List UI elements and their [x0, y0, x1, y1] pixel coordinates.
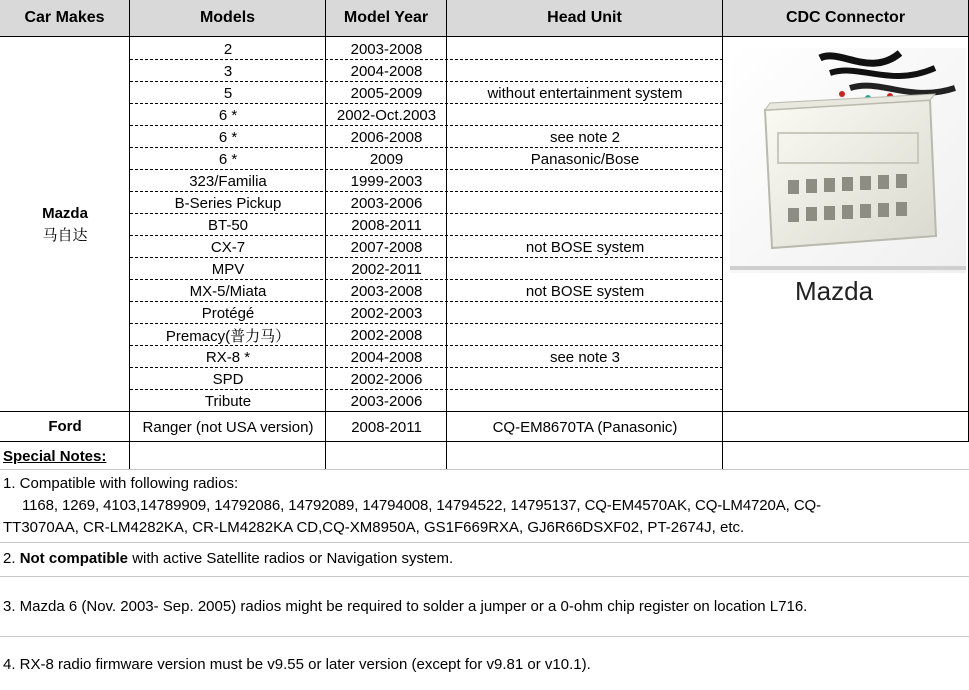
header-car-makes: Car Makes — [0, 0, 130, 37]
special-notes-title: Special Notes: — [3, 448, 107, 465]
mazda-model-year: 2003-2006 — [350, 392, 423, 410]
mazda-model-year: 1999-2003 — [350, 172, 423, 190]
mazda-model: 6 * — [218, 128, 238, 146]
mazda-head-unit: not BOSE system — [525, 282, 645, 300]
mazda-model-year: 2002-2011 — [351, 260, 422, 278]
mazda-model: 6 * — [218, 106, 238, 124]
mazda-head-unit — [447, 104, 723, 126]
mazda-model: 2 — [223, 40, 233, 58]
mazda-model-year: 2008-2011 — [351, 216, 422, 234]
mazda-model: RX-8 * — [205, 348, 251, 366]
mazda-model: MPV — [211, 260, 245, 278]
mazda-model-year: 2006-2008 — [350, 128, 423, 146]
separator — [0, 441, 969, 442]
mazda-model: B-Series Pickup — [174, 194, 282, 212]
note-4: 4. RX-8 radio firmware version must be v9.55 or later version (except for v9.81 or v10.1). — [3, 656, 591, 673]
mazda-model-year: 2004-2008 — [350, 348, 423, 366]
mazda-head-unit: without entertainment system — [487, 84, 683, 102]
mazda-model-year: 2007-2008 — [350, 238, 423, 256]
mazda-head-unit — [447, 390, 723, 412]
mazda-model-year: 2002-2008 — [350, 326, 423, 344]
mazda-head-unit — [447, 258, 723, 280]
note-2-prefix: 2. — [3, 550, 20, 567]
mazda-model: BT-50 — [207, 216, 249, 234]
mazda-model-year: 2004-2008 — [350, 62, 423, 80]
mazda-model-year: 2003-2006 — [350, 194, 423, 212]
mazda-model: 6 * — [218, 150, 238, 168]
mazda-model: 3 — [223, 62, 233, 80]
ford-head-unit: CQ-EM8670TA (Panasonic) — [492, 418, 678, 436]
mazda-model: 5 — [223, 84, 233, 102]
mazda-model: Premacy(普力马） — [165, 327, 291, 345]
mazda-head-unit — [447, 60, 723, 82]
ford-model: Ranger (not USA version) — [142, 418, 314, 436]
note-3: 3. Mazda 6 (Nov. 2003- Sep. 2005) radios might be required to solder a jumper or a 0-ohm chip register on location L716. — [3, 598, 808, 615]
note-1-line-2: 1168, 1269, 4103,14789909, 14792086, 14792089, 14794008, 14794522, 14795137, CQ-EM4570AK, CQ-LM4720A, CQ- — [22, 497, 822, 514]
divider — [0, 542, 969, 543]
connector-label: Mazda — [795, 276, 874, 306]
divider — [0, 636, 969, 637]
mazda-model: Protégé — [201, 304, 255, 322]
header-model-year: Model Year — [326, 0, 447, 37]
mazda-model-year: 2005-2009 — [350, 84, 423, 102]
mazda-model: CX-7 — [210, 238, 246, 256]
mazda-head-unit — [447, 368, 723, 390]
mazda-model-year: 2003-2008 — [350, 40, 423, 58]
make-mazda-name-cn: 马自达 — [42, 227, 88, 244]
mazda-head-unit — [447, 192, 723, 214]
note-2-bold: Not compatible — [19, 550, 129, 567]
make-mazda — [0, 203, 130, 247]
mazda-head-unit — [447, 170, 723, 192]
mazda-connector-image — [730, 48, 966, 273]
note-1-line-1: 1. Compatible with following radios: — [3, 475, 239, 492]
mazda-model-year: 2009 — [369, 150, 404, 168]
header-head-unit: Head Unit — [447, 0, 723, 37]
divider — [0, 469, 969, 470]
mazda-model-year: 2002-Oct.2003 — [336, 106, 437, 124]
mazda-model-year: 2002-2003 — [350, 304, 423, 322]
mazda-head-unit — [447, 302, 723, 324]
mazda-head-unit: see note 3 — [549, 348, 621, 366]
mazda-head-unit: Panasonic/Bose — [530, 150, 640, 168]
mazda-head-unit: not BOSE system — [525, 238, 645, 256]
make-ford — [0, 416, 130, 438]
mazda-model-year: 2002-2006 — [350, 370, 423, 388]
make-ford-name: Ford — [48, 418, 82, 435]
mazda-head-unit — [447, 214, 723, 236]
header-models: Models — [130, 0, 326, 37]
mazda-model: Tribute — [204, 392, 252, 410]
make-mazda-name: Mazda — [42, 205, 88, 222]
separator — [0, 411, 969, 412]
table-header — [0, 0, 969, 38]
mazda-model: MX-5/Miata — [189, 282, 267, 300]
note-2-rest: with active Satellite radios or Navigation system. — [128, 550, 454, 567]
mazda-model: 323/Familia — [189, 172, 267, 190]
mazda-head-unit: see note 2 — [549, 128, 621, 146]
grid-line — [129, 442, 130, 469]
ford-year: 2008-2011 — [351, 418, 422, 436]
mazda-head-unit — [447, 324, 723, 346]
mazda-head-unit — [447, 38, 723, 60]
mazda-model: SPD — [212, 370, 244, 388]
note-1-line-3: TT3070AA, CR-LM4282KA, CR-LM4282KA CD,CQ-XM8950A, GS1F669RXA, GJ6R66DSXF02, PT-2674J, etc. — [3, 519, 745, 536]
mazda-model-year: 2003-2008 — [350, 282, 423, 300]
note-2 — [3, 548, 453, 570]
divider — [0, 576, 969, 577]
header-cdc-connector: CDC Connector — [723, 0, 969, 37]
